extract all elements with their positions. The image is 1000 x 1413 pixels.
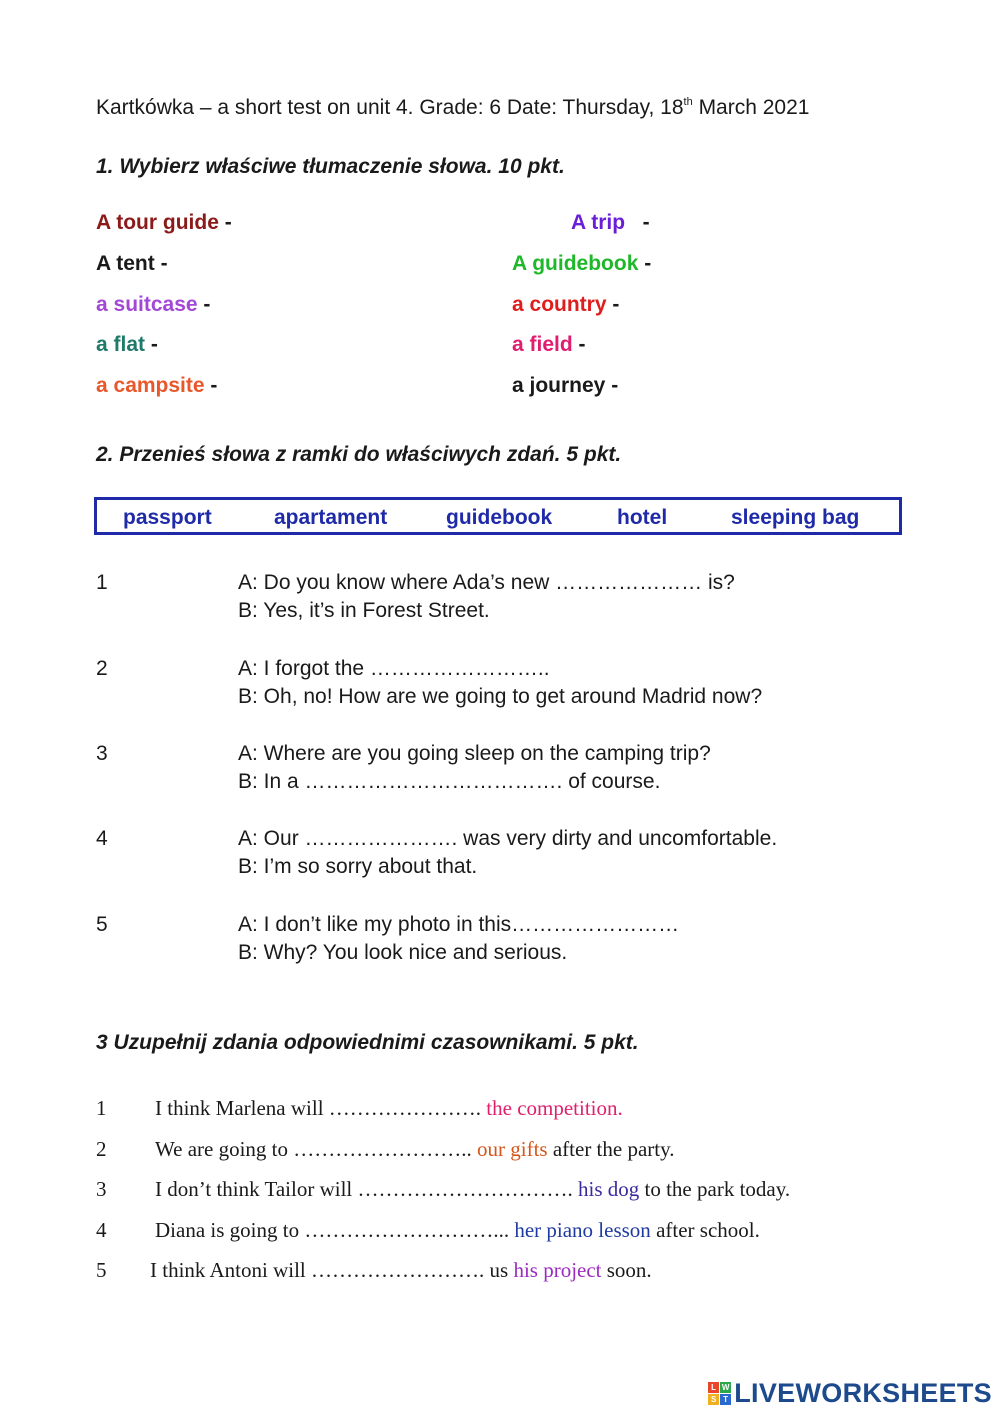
sentence-text: after the party. [547, 1137, 675, 1161]
exercise-number: 5 [96, 913, 108, 936]
section1-title: 1. Wybierz właściwe tłumaczenie słowa. 10 pkt. [96, 155, 565, 178]
logo-icon-cell: S [708, 1394, 719, 1405]
sentence-text: soon. [601, 1258, 652, 1282]
sentence-text: to the park today. [639, 1177, 791, 1201]
header-ordinal: th [683, 96, 693, 108]
sentence-text: I think Marlena will …………………. [155, 1096, 487, 1120]
vocab-left-4 [96, 333, 158, 357]
vocab-word: A guidebook [512, 252, 639, 275]
dash: - [644, 252, 652, 275]
vocab-word: A tent [96, 252, 155, 275]
vocab-right-3 [512, 293, 619, 317]
sentence-text: I think Antoni will ……………………. us [150, 1258, 514, 1282]
vocab-word: a country [512, 293, 607, 316]
vocab-left-2 [96, 252, 168, 276]
header-date-end: March 2021 [692, 96, 810, 119]
logo-text: LIVEWORKSHEETS [734, 1378, 992, 1408]
header-text: Kartkówka – a short test on unit 4. Grade: 6 Date: Thursday, 18 [96, 96, 684, 119]
dash: - [642, 211, 650, 234]
vocab-left-3 [96, 293, 210, 317]
dialogue-line-a: A: I forgot the …………………….. [238, 657, 550, 680]
vocab-right-4 [512, 333, 586, 357]
dash: - [578, 333, 586, 356]
liveworksheets-logo[interactable] [708, 1378, 992, 1409]
sentence-row [155, 1177, 790, 1202]
sentence-row [155, 1218, 760, 1243]
word-box [94, 497, 902, 535]
dash: - [612, 293, 620, 316]
sentence-row [155, 1096, 623, 1121]
dash: - [210, 374, 218, 397]
sentence-text: Diana is going to ………………………... [155, 1218, 515, 1242]
exercise-number: 4 [96, 827, 108, 850]
dialogue-line-a: A: Our …………………. was very dirty and uncomfortable. [238, 827, 778, 850]
dash: - [611, 374, 619, 397]
sentence-highlight: her piano lesson [514, 1218, 651, 1242]
word-box-item: hotel [617, 506, 668, 529]
word-box-item: guidebook [446, 506, 553, 529]
exercise-number: 2 [96, 657, 108, 680]
sentence-highlight: our gifts [477, 1137, 548, 1161]
section3-title: 3 Uzupełnij zdania odpowiednimi czasownikami. 5 pkt. [96, 1031, 639, 1054]
dialogue-line-b: B: I’m so sorry about that. [238, 855, 478, 878]
word-box-item: apartament [274, 506, 388, 529]
sentence-number: 5 [96, 1258, 107, 1282]
sentence-highlight: his project [513, 1258, 602, 1282]
sentence-highlight: the competition. [486, 1096, 623, 1120]
sentence-row [150, 1258, 652, 1283]
logo-icon-cell: T [720, 1394, 731, 1405]
sentence-row [155, 1137, 675, 1162]
vocab-right-5 [512, 374, 618, 398]
dialogue-line-b: B: Why? You look nice and serious. [238, 941, 568, 964]
exercise-number: 3 [96, 742, 108, 765]
section2-title: 2. Przenieś słowa z ramki do właściwych zdań. 5 pkt. [96, 443, 622, 466]
sentence-number: 3 [96, 1177, 107, 1201]
logo-icon-cell: L [708, 1382, 719, 1393]
vocab-left-1 [96, 211, 232, 235]
vocab-word: a suitcase [96, 293, 198, 316]
dialogue-line-b: B: Oh, no! How are we going to get around Madrid now? [238, 685, 763, 708]
vocab-right-2 [512, 252, 651, 276]
sentence-number: 1 [96, 1096, 107, 1120]
dash: - [203, 293, 211, 316]
vocab-word: a flat [96, 333, 146, 356]
dialogue-line-b: B: Yes, it’s in Forest Street. [238, 599, 490, 622]
sentence-number: 2 [96, 1137, 107, 1161]
test-header [96, 96, 809, 120]
vocab-left-5 [96, 374, 217, 398]
dash: - [150, 333, 158, 356]
dash: - [160, 252, 168, 275]
word-box-item: sleeping bag [731, 506, 860, 529]
vocab-word: a field [512, 333, 573, 356]
vocab-word: A trip [571, 211, 626, 234]
vocab-word: A tour guide [96, 211, 219, 234]
dash: - [224, 211, 232, 234]
sentence-text: after school. [650, 1218, 760, 1242]
logo-icon [708, 1382, 731, 1405]
dialogue-line-a: A: Where are you going sleep on the camping trip? [238, 742, 711, 765]
vocab-right-1 [571, 211, 650, 235]
vocab-word: a campsite [96, 374, 205, 397]
logo-icon-cell: W [721, 1383, 730, 1392]
dialogue-line-b: B: In a ………………………………. of course. [238, 770, 661, 793]
dialogue-line-a: A: I don’t like my photo in this…………………… [238, 913, 680, 936]
dialogue-line-a: A: Do you know where Ada’s new ………………… is? [238, 571, 735, 594]
word-box-item: passport [123, 506, 212, 529]
sentence-text: I don’t think Tailor will …………………………. [155, 1177, 578, 1201]
exercise-number: 1 [96, 571, 108, 594]
vocab-word: a journey [512, 374, 606, 397]
sentence-text: We are going to …………………….. [155, 1137, 478, 1161]
sentence-highlight: his dog [578, 1177, 640, 1201]
sentence-number: 4 [96, 1218, 107, 1242]
